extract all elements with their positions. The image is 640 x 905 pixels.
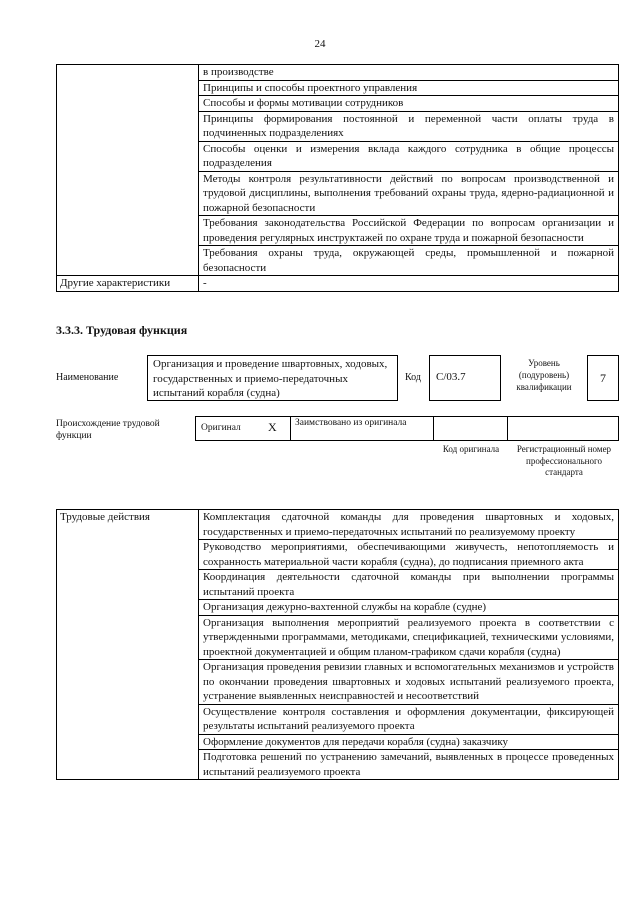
table-row bbox=[57, 65, 619, 81]
labor-actions-table bbox=[56, 509, 619, 780]
table-cell: Требования охраны труда, окружающей среды, промышленной и пожарной безопасности bbox=[199, 246, 619, 276]
code-value: C/03.7 bbox=[436, 371, 466, 383]
original-box bbox=[195, 416, 291, 441]
labor-actions-label: Трудовые действия bbox=[57, 510, 199, 780]
original-mark: X bbox=[268, 420, 277, 434]
table-cell: Способы оценки и измерения вклада каждого сотрудника в общие процессы подразделения bbox=[199, 141, 619, 171]
code-box bbox=[429, 355, 501, 401]
original-code-caption: Код оригинала bbox=[442, 444, 500, 454]
other-characteristics-label: Другие характеристики bbox=[57, 276, 199, 292]
table-cell: Организация проведения ревизии главных и вспомогательных механизмов и устройств по окончании проведения швартовных и ходовых испытаний реализуемого проекта, устранение выявленных неисправностей и несоответствий bbox=[199, 660, 619, 705]
table-cell: Организация выполнения мероприятий реализуемого проекта в соответствии с утвержденными программами, методиками, спецификацией, техническими условиями, проектной документацией и общим планом-графиком сдачи корабля (судна) bbox=[199, 615, 619, 660]
page-number: 24 bbox=[314, 38, 326, 50]
table-cell: в производстве bbox=[199, 65, 619, 81]
table-cell: Комплектация сдаточной команды для проведения швартовных и ходовых, государственных и приемо-передаточных испытаний по реализуемому проекту bbox=[199, 510, 619, 540]
borrowed-label: Заимствовано из оригинала bbox=[295, 418, 407, 428]
other-characteristics-value: - bbox=[199, 276, 619, 292]
qualification-level-label: Уровень (подуровень) квалификации bbox=[516, 358, 572, 392]
function-name-value: Организация и проведение швартовных, ходовых, государственных и приемо-передаточных испытаний корабля (судна) bbox=[153, 358, 388, 399]
table-cell: Организация дежурно-вахтенной службы на корабле (судне) bbox=[199, 600, 619, 616]
table-cell: Принципы и способы проектного управления bbox=[199, 80, 619, 96]
table-cell: Оформление документов для передачи корабля (судна) заказчику bbox=[199, 734, 619, 750]
function-name-box bbox=[147, 355, 398, 401]
level-value: 7 bbox=[600, 371, 606, 385]
registration-number-box bbox=[507, 416, 619, 441]
table-cell: Принципы формирования постоянной и переменной части оплаты труда в подчиненных подразделениях bbox=[199, 111, 619, 141]
table-cell: Методы контроля результативности действий по вопросам производственной и трудовой дисциплины, выполнения требований охраны труда, ядерно-радиационной и пожарной безопасности bbox=[199, 171, 619, 216]
table-label-cell bbox=[57, 65, 199, 276]
name-label: Наименование bbox=[56, 372, 119, 383]
original-code-box bbox=[433, 416, 508, 441]
requirements-table bbox=[56, 64, 619, 292]
origin-label: Происхождение трудовой функции bbox=[56, 419, 160, 441]
registration-number-caption: Регистрационный номер профессионального стандарта bbox=[516, 444, 612, 477]
table-cell: Руководство мероприятиями, обеспечивающими живучесть, непотопляемость и сохранность материальной части корабля (судна), до подписания приемного акта bbox=[199, 540, 619, 570]
level-box bbox=[587, 355, 619, 401]
table-cell: Подготовка решений по устранению замечаний, выявленных в процессе проведенных испытаний реализуемого проекта bbox=[199, 750, 619, 780]
table-row bbox=[57, 276, 619, 292]
original-label: Оригинал bbox=[201, 423, 241, 433]
section-heading: 3.3.3. Трудовая функция bbox=[56, 323, 188, 337]
table-cell: Осуществление контроля составления и оформления документации, фиксирующей результаты испытаний реализуемого проекта bbox=[199, 704, 619, 734]
table-row bbox=[57, 510, 619, 540]
code-label: Код bbox=[405, 372, 421, 383]
table-cell: Способы и формы мотивации сотрудников bbox=[199, 96, 619, 112]
table-cell: Координация деятельности сдаточной команды при выполнении программы испытаний проекта bbox=[199, 570, 619, 600]
borrowed-box bbox=[290, 416, 434, 441]
table-cell: Требования законодательства Российской Федерации по вопросам организации и проведения регулярных инструктажей по охране труда и пожарной безопасности bbox=[199, 216, 619, 246]
